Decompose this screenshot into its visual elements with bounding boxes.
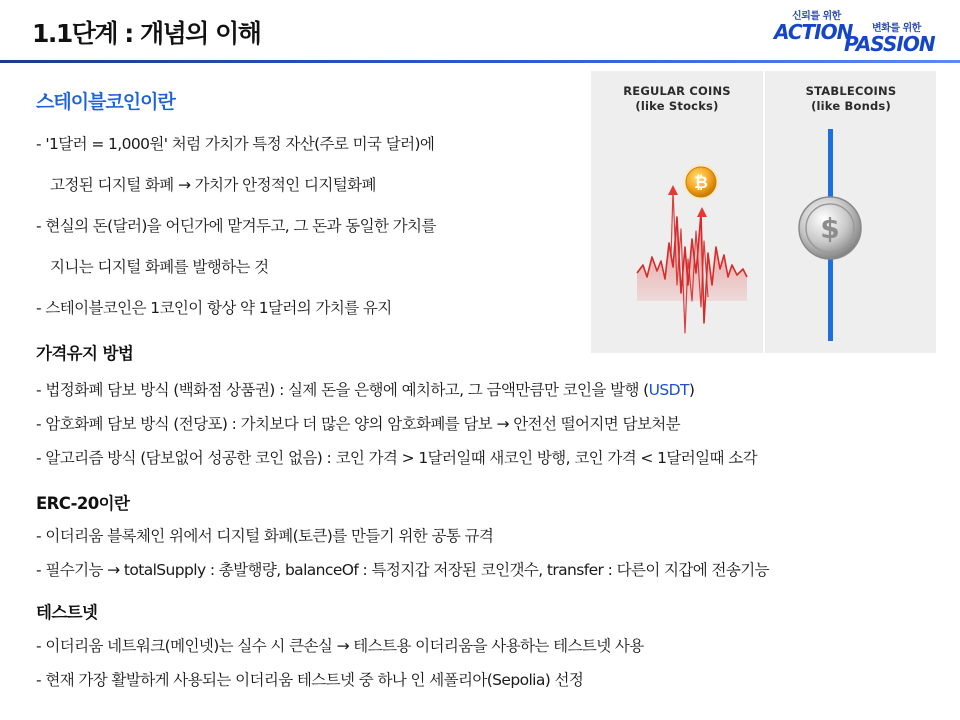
- action-passion-logo: [772, 6, 942, 56]
- stablecoin-item-5: - 스테이블코인은 1코인이 항상 약 1달러의 가치를 유지: [36, 299, 392, 317]
- price-method-item-1-end: ): [688, 381, 695, 399]
- bitcoin-icon: [683, 164, 719, 200]
- logo-action-text: ACTION: [774, 20, 853, 44]
- testnet-item-2: - 현재 가장 활발하게 사용되는 이더리움 테스트넷 중 하나 인 세폴리아(Sepolia) 선정: [36, 671, 584, 689]
- price-method-item-3: - 알고리즘 방식 (담보없어 성공한 코인 없음) : 코인 가격 > 1달러일때 새코인 방행, 코인 가격 < 1달러일때 소각: [36, 449, 757, 467]
- price-method-heading: 가격유지 방법: [36, 344, 134, 363]
- price-method-item-1-text: - 법정화폐 담보 방식 (백화점 상품권) : 실제 돈을 은행에 예치하고, 그 금액만큼만 코인을 발행 (: [36, 381, 649, 399]
- stablecoin-item-1: - '1달러 = 1,000원' 처럼 가치가 특정 자산(주로 미국 달러)에: [36, 135, 435, 153]
- erc20-item-2: - 필수기능 → totalSupply : 총발행량, balanceOf : 특정지갑 저장된 코인갯수, transfer : 다른이 지갑에 전송기능: [36, 561, 769, 579]
- stablecoin-item-4: 지니는 디지털 화폐를 발행하는 것: [50, 258, 269, 276]
- stablecoin-heading: 스테이블코인이란: [36, 91, 175, 113]
- usdt-highlight: USDT: [648, 381, 689, 399]
- page-title: 1.1단계 : 개념의 이해: [32, 19, 261, 48]
- svg-text:₿: ₿: [694, 173, 708, 193]
- regular-coins-subtitle: (like Stocks): [635, 99, 719, 113]
- logo-right-text: 변화를 위한: [872, 23, 921, 34]
- testnet-heading: 테스트넷: [36, 603, 98, 622]
- header-divider: [0, 60, 960, 63]
- silver-dollar-coin-icon: [799, 197, 861, 259]
- logo-passion-text: PASSION: [844, 32, 935, 56]
- erc20-heading: ERC-20이란: [36, 494, 130, 513]
- coins-illustration: [591, 71, 936, 353]
- regular-coins-title: REGULAR COINS: [623, 84, 731, 98]
- testnet-item-1: - 이더리움 네트워크(메인넷)는 실수 시 큰손실 → 테스트용 이더리움을 사용하는 테스트넷 사용: [36, 637, 644, 655]
- stablecoins-title: STABLECOINS: [805, 84, 897, 98]
- stablecoins-subtitle: (like Bonds): [811, 99, 891, 113]
- erc20-item-1: - 이더리움 블록체인 위에서 디지털 화폐(토큰)를 만들기 위한 공통 규격: [36, 527, 494, 545]
- svg-text:$: $: [820, 212, 840, 245]
- up-arrow-right-icon: [697, 207, 707, 217]
- price-method-item-2: - 암호화폐 담보 방식 (전당포) : 가치보다 더 많은 양의 암호화폐를 담보 → 안전선 떨어지면 담보처분: [36, 415, 680, 433]
- stablecoin-item-3: - 현실의 돈(달러)을 어딘가에 맡겨두고, 그 돈과 동일한 가치를: [36, 217, 436, 235]
- slide-header: [0, 0, 960, 62]
- logo-top-text: 신뢰를 위한: [792, 11, 841, 22]
- price-method-item-1: [36, 378, 694, 400]
- coins-comparison-figure: [591, 71, 936, 353]
- stablecoin-item-2: 고정된 디지털 화폐 → 가치가 안정적인 디지털화폐: [50, 176, 376, 194]
- up-arrow-left-icon: [668, 185, 678, 195]
